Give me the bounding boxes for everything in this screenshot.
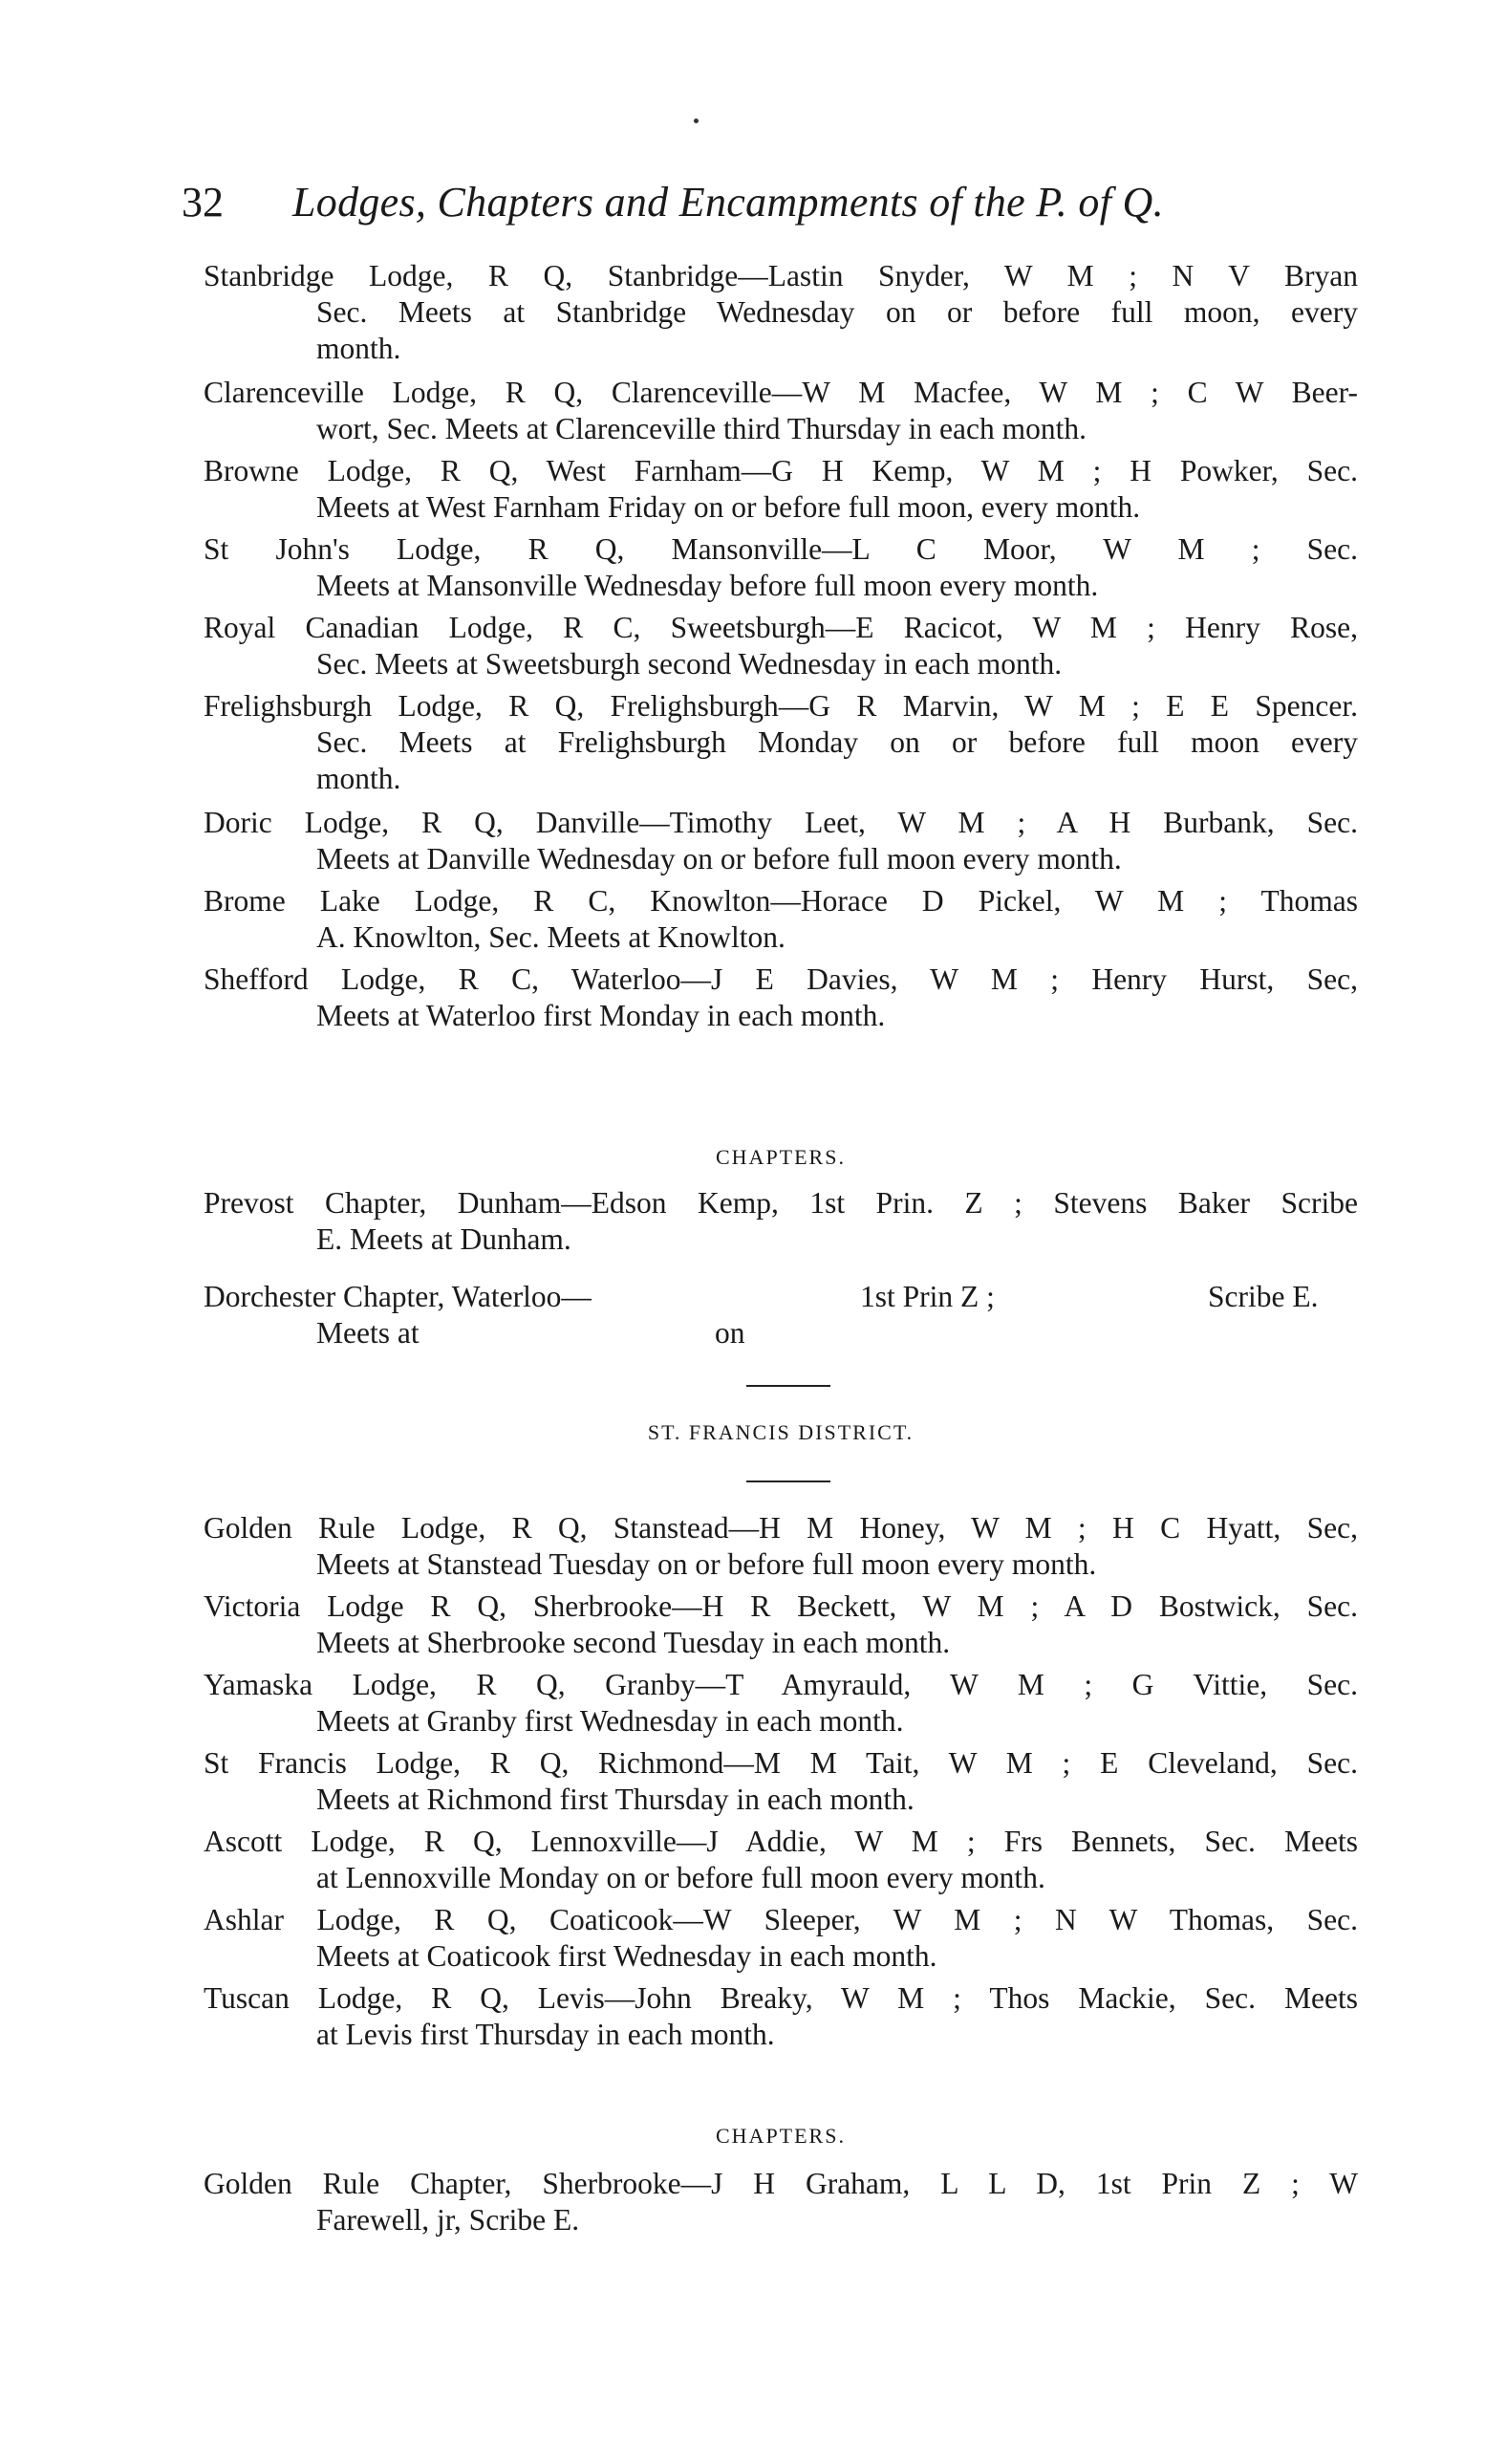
entry-first-line: Prevost Chapter, Dunham—Edson Kemp, 1st Prin. Z ; Stevens Baker Scribe xyxy=(204,1186,1358,1220)
entry xyxy=(204,453,1358,526)
entry-continuation-line: Meets at Waterloo first Monday in each month. xyxy=(316,999,886,1032)
section-heading-chapters: CHAPTERS. xyxy=(716,1145,846,1169)
entry xyxy=(204,1510,1358,1583)
entry-first-line: Stanbridge Lodge, R Q, Stanbridge—Lastin Snyder, W M ; N V Bryan xyxy=(204,259,1358,292)
entry-first-line: Golden Rule Lodge, R Q, Stanstead—H M Honey, W M ; H C Hyatt, Sec, xyxy=(204,1511,1358,1545)
entry-first-line: St Francis Lodge, R Q, Richmond—M M Tait, W M ; E Cleveland, Sec. xyxy=(204,1746,1358,1780)
entry-continuation-line: wort, Sec. Meets at Clarenceville third Thursday in each month. xyxy=(316,412,1087,445)
entry-continuation-line: Meets at Danville Wednesday on or before full moon every month. xyxy=(316,842,1122,875)
entry xyxy=(204,2166,1358,2238)
entry-continuation-line: Meets at Stanstead Tuesday on or before full moon every month. xyxy=(316,1547,1097,1581)
entry xyxy=(204,962,1358,1034)
dorchester-on: on xyxy=(715,1316,745,1350)
entry xyxy=(204,1745,1358,1818)
entry-continuation-line: Sec. Meets at Stanbridge Wednesday on or before full moon, every xyxy=(316,295,1358,329)
section-rule xyxy=(746,1481,830,1482)
entry-first-line: Yamaska Lodge, R Q, Granby—T Amyrauld, W M ; G Vittie, Sec. xyxy=(204,1668,1358,1701)
entry-first-line: Royal Canadian Lodge, R C, Sweetsburgh—E Racicot, W M ; Henry Rose, xyxy=(204,611,1358,644)
dorchester-prin: 1st Prin Z ; xyxy=(860,1280,995,1313)
section-rule xyxy=(746,1385,830,1387)
entry-continuation-line: at Levis first Thursday in each month. xyxy=(316,2018,775,2051)
entry xyxy=(204,1667,1358,1740)
dorchester-name: Dorchester Chapter, Waterloo— xyxy=(204,1280,592,1313)
entry-first-line: Victoria Lodge R Q, Sherbrooke—H R Beckett, W M ; A D Bostwick, Sec. xyxy=(204,1589,1358,1623)
entry xyxy=(204,805,1358,877)
entry-continuation-line: Sec. Meets at Sweetsburgh second Wednesday in each month. xyxy=(316,647,1063,681)
entry xyxy=(204,1185,1358,1258)
page-header xyxy=(182,172,1357,239)
entry xyxy=(204,688,1358,797)
entry-first-line: Doric Lodge, R Q, Danville—Timothy Leet, W M ; A H Burbank, Sec. xyxy=(204,806,1358,839)
entry-continuation-line: A. Knowlton, Sec. Meets at Knowlton. xyxy=(316,920,786,954)
entry xyxy=(204,375,1358,447)
entry-continuation-line: E. Meets at Dunham. xyxy=(316,1222,571,1256)
entry xyxy=(204,1589,1358,1661)
dorchester-scribe: Scribe E. xyxy=(1208,1280,1319,1313)
entry-continuation-line: month. xyxy=(316,332,401,365)
entry-first-line: Frelighsburgh Lodge, R Q, Frelighsburgh—G R Marvin, W M ; E E Spencer. xyxy=(204,689,1358,723)
entry xyxy=(204,258,1358,367)
print-speck xyxy=(694,119,699,123)
entry-first-line: St John's Lodge, R Q, Mansonville—L C Moor, W M ; Sec. xyxy=(204,532,1358,566)
entry-continuation-line: Meets at Richmond first Thursday in each month. xyxy=(316,1783,915,1816)
entry xyxy=(204,1980,1358,2053)
entry xyxy=(204,531,1358,604)
section-heading-district: ST. FRANCIS DISTRICT. xyxy=(647,1420,915,1444)
entry-first-line: Browne Lodge, R Q, West Farnham—G H Kemp, W M ; H Powker, Sec. xyxy=(204,454,1358,487)
entry xyxy=(204,1824,1358,1896)
entry-continuation-line: month. xyxy=(316,762,401,795)
entry-first-line: Ashlar Lodge, R Q, Coaticook—W Sleeper, W M ; N W Thomas, Sec. xyxy=(204,1903,1358,1936)
entry xyxy=(204,883,1358,956)
running-title: Lodges, Chapters and Encampments of the P. of Q. xyxy=(292,179,1164,226)
entry-continuation-line: Sec. Meets at Frelighsburgh Monday on or before full moon every xyxy=(316,725,1358,759)
entry-continuation-line: Meets at West Farnham Friday on or before full moon, every month. xyxy=(316,490,1141,524)
entry-first-line: Golden Rule Chapter, Sherbrooke—J H Graham, L L D, 1st Prin Z ; W xyxy=(204,2167,1358,2200)
entry-first-line: Shefford Lodge, R C, Waterloo—J E Davies, W M ; Henry Hurst, Sec, xyxy=(204,962,1358,996)
entry-first-line: Tuscan Lodge, R Q, Levis—John Breaky, W M ; Thos Mackie, Sec. Meets xyxy=(204,1981,1358,2015)
entry xyxy=(204,610,1358,682)
entry-first-line: Clarenceville Lodge, R Q, Clarenceville—W M Macfee, W M ; C W Beer- xyxy=(204,376,1358,409)
dorchester-meets: Meets at xyxy=(316,1316,420,1350)
section-heading-chapters-2: CHAPTERS. xyxy=(716,2124,846,2148)
entry-continuation-line: Meets at Sherbrooke second Tuesday in each month. xyxy=(316,1626,951,1659)
entry-first-line: Ascott Lodge, R Q, Lennoxville—J Addie, W M ; Frs Bennets, Sec. Meets xyxy=(204,1825,1358,1858)
page-number: 32 xyxy=(182,179,224,226)
entry-first-line: Brome Lake Lodge, R C, Knowlton—Horace D Pickel, W M ; Thomas xyxy=(204,884,1358,918)
entry xyxy=(204,1902,1358,1975)
entry-continuation-line: Meets at Granby first Wednesday in each month. xyxy=(316,1704,904,1738)
entry-continuation-line: Farewell, jr, Scribe E. xyxy=(316,2203,580,2237)
entry-continuation-line: at Lennoxville Monday on or before full moon every month. xyxy=(316,1861,1045,1894)
entry-continuation-line: Meets at Mansonville Wednesday before full moon every month. xyxy=(316,569,1099,602)
entry-continuation-line: Meets at Coaticook first Wednesday in each month. xyxy=(316,1939,937,1973)
